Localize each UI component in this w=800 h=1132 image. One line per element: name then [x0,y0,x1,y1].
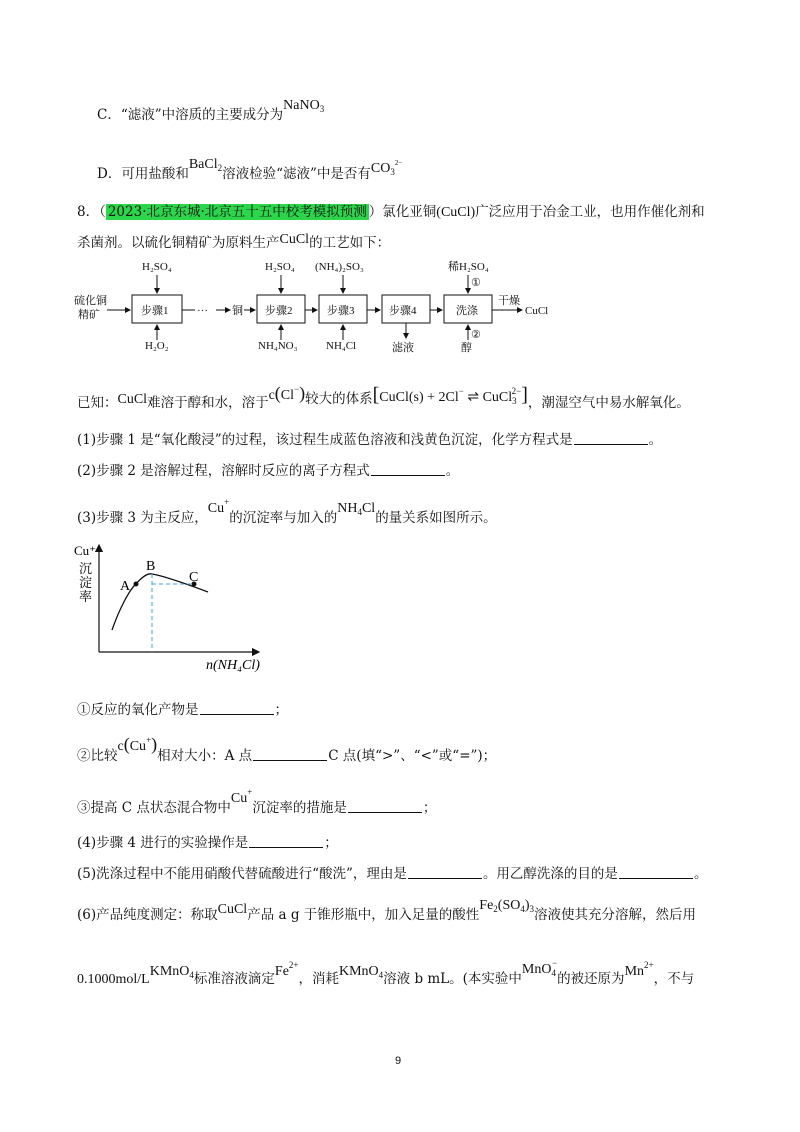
option-d-text: D．可用盐酸和 [97,166,189,182]
answer-blank[interactable] [574,431,648,445]
alcohol-label: 醇 [461,342,472,354]
h2so4-label: H₂SO₄ [142,261,172,273]
dry-label: 干燥 [498,295,520,307]
feed-label-1: 硫化铜 [74,295,107,307]
answer-blank[interactable] [619,865,693,879]
question-6-line2: 0.1000mol/LKMnO$_4$标准溶液滴定$Fe^{2+}$，消耗KMnO$_4$溶液 b mL。(本实验中MnO$_4$−的被还原为$Mn^{2+}$，不与 [77,958,695,987]
option-c [97,98,325,128]
point-a [134,582,139,587]
h2o2-label: H₂O₂ [145,340,169,352]
y-label-2: 淀 [79,575,93,590]
label-b: B [146,559,156,574]
circle-2: ② [471,329,481,341]
step3-label: 步骤3 [327,305,355,317]
label-c: C [189,570,199,585]
answer-blank[interactable] [253,747,327,761]
process-flowchart [70,258,570,358]
question-number: 8． [77,204,100,220]
h2so4-label-2: H₂SO₄ [265,261,295,273]
ellipsis: ··· [197,305,208,317]
question-8-line1: 8．（ 2023·北京东城·北京五十五中校考模拟预测 ）氯化亚铜(CuCl)广泛应用于冶金工业，也用作催化剂和 [77,204,705,220]
question-4: (4)步骤 4 进行的实验操作是 ； [77,835,338,851]
formula-nano3: NaNO$_3$ [283,98,325,114]
answer-blank[interactable] [348,799,422,813]
product-label: CuCl [525,305,549,317]
nh42so3-label: (NH₄)₂SO₃ [315,261,364,273]
filtrate-label: 滤液 [392,342,414,354]
y-label-ion: Cu⁺ [74,543,97,558]
y-label-1: 沉 [79,561,93,576]
answer-blank[interactable] [408,865,482,879]
step2-label: 步骤2 [265,305,293,317]
copper-label: 铜 [232,305,243,317]
dilute-h2so4-label: 稀H₂SO₄ [448,261,489,273]
x-label: n(NH₄Cl) [206,658,260,673]
question-6-line1: (6)产品纯度测定：称取CuCl产品 a g 于锥形瓶中，加入足量的酸性$Fe_2(SO_4)_3$溶液使其充分溶解，然后用 [77,898,697,923]
question-5: (5)洗涤过程中不能用硝酸代替硫酸进行“酸洗”，理由是 。用乙醇洗涤的目的是 。 [77,866,708,882]
source-tag: 2023·北京东城·北京五十五中校考模拟预测 [107,204,367,220]
answer-blank[interactable] [200,701,274,715]
question-2: (2)步骤 2 是溶解过程，溶解时反应的离子方程式 。 [77,463,460,479]
page-number: 9 [395,1055,402,1067]
option-d: D．可用盐酸和BaCl$_2$溶液检验“滤液”中是否有$CO_3^{2-}$ [97,157,403,182]
precipitation-chart [74,535,284,675]
formula-co3: $CO_3^{2-}$ [370,159,403,177]
wash-label: 洗涤 [456,305,478,317]
formula-bacl2: BaCl$_2$ [188,157,223,173]
feed-label-2: 精矿 [78,309,100,321]
subquestion-3: ③提高 C 点状态混合物中Cu+沉淀率的措施是 ； [77,787,437,816]
answer-blank[interactable] [249,834,323,848]
y-label-3: 率 [79,589,93,604]
circle-1: ① [471,277,481,289]
subquestion-1: ①反应的氧化产物是 ； [77,702,288,718]
nh4no3-label: NH₄NO₃ [258,340,298,352]
option-c-text: C．“滤液”中溶质的主要成分为 [97,107,284,123]
nh4cl-label: NH₄Cl [326,340,357,352]
known-info: 已知：CuCl难溶于醇和水，溶于c(Cl−)较大的体系[CuCl(s) + 2Cl− ⇌ CuCl$_3^{2-}$]，潮湿空气中易水解氧化。 [77,383,690,411]
answer-blank[interactable] [371,462,445,476]
question-3: (3)步骤 3 为主反应，Cu+的沉淀率与加入的$NH_4Cl$的量关系如图所示。 [77,497,497,526]
label-a: A [120,579,131,594]
question-8-line2: 杀菌剂。以硫化铜精矿为原料生产CuCl的工艺如下： [77,232,391,251]
subquestion-2: ②比较c(Cu+)相对大小：A 点 C 点(填“>”、“<”或“=”)； [77,734,497,764]
step1-label: 步骤1 [141,305,169,317]
question-1: (1)步骤 1 是“氧化酸浸”的过程，该过程生成蓝色溶液和浅黄色沉淀，化学方程式是 。 [77,432,663,448]
step4-label: 步骤4 [389,305,417,317]
